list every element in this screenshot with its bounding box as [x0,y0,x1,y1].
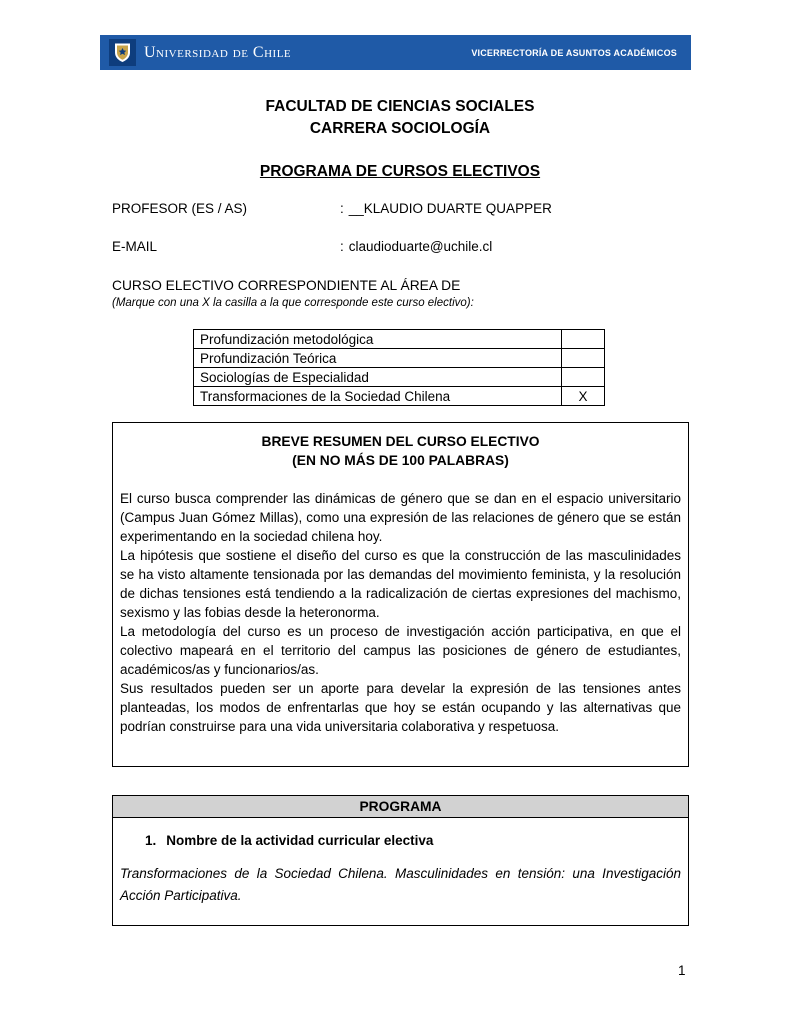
program-item-title: Nombre de la actividad curricular electiva [166,833,434,848]
table-row [194,368,605,387]
area-row-label: Sociologías de Especialidad [194,368,562,387]
area-row-label: Transformaciones de la Sociedad Chilena [194,387,562,406]
program-section-header: PROGRAMA [113,796,688,818]
program-item-text: Transformaciones de la Sociedad Chilena. Masculinidades en tensión: una Investigación Acción Participativa. [120,866,681,903]
program-section-body [113,818,688,907]
area-row-mark-cell [562,330,605,349]
table-row [194,349,605,368]
summary-title-line1: BREVE RESUMEN DEL CURSO ELECTIVO [261,434,540,449]
area-section-note: (Marque con una X la casilla a la que corresponde este curso electivo): [112,297,474,309]
career-title: CARRERA SOCIOLOGÍA [309,120,491,137]
professor-field [112,201,688,216]
area-row-label: Profundización metodológica [194,330,562,349]
summary-paragraph: La metodología del curso es un proceso de investigación acción participativa, en que el colectivo mapeará en el territorio del campus las posiciones de género de estudiantes, académicos/as y funcionarios/as. [120,624,681,677]
email-field [112,239,688,254]
summary-paragraph: El curso busca comprender las dinámicas de género que se dan en el espacio universitario (Campus Juan Gómez Millas), como una expresión de las relaciones de género que se están experimentando en la sociedad chilena hoy. [120,491,681,544]
area-row-mark-cell [562,368,605,387]
area-row-mark-cell: X [562,387,605,406]
program-section-box [112,795,689,926]
area-row-mark-cell [562,349,605,368]
table-row [194,330,605,349]
course-summary-box [112,422,689,767]
email-value: claudioduarte@uchile.cl [348,239,493,254]
program-title: PROGRAMA DE CURSOS ELECTIVOS [259,163,541,180]
faculty-title: FACULTAD DE CIENCIAS SOCIALES [265,98,535,115]
university-name: Universidad de Chile [144,43,292,61]
professor-separator: : [340,201,344,216]
program-item-number: 1. [145,833,157,848]
summary-paragraph: La hipótesis que sostiene el diseño del curso es que la construcción de las masculinidades se ha visto altamente tensionada por las demandas del movimiento feminista, y la resolución de dichas tensiones está tendiendo a la radicalización de ciertas expresiones del machismo, sexismo y las fobias desde la heteronorma. [120,548,681,620]
university-logo [109,39,291,66]
program-item-1 [120,833,681,848]
summary-box-title [120,432,681,470]
summary-paragraphs [120,489,681,736]
professor-label: PROFESOR (ES / AS) [112,201,248,216]
professor-value: __KLAUDIO DUARTE QUAPPER [348,201,552,216]
summary-title-line2: (EN NO MÁS DE 100 PALABRAS) [292,453,509,468]
page-number: 1 [678,963,686,978]
area-section-heading: CURSO ELECTIVO CORRESPONDIENTE AL ÁREA DE [112,278,461,293]
university-crest-icon [109,39,136,66]
email-label: E-MAIL [112,239,158,254]
area-selection-table [193,329,605,406]
summary-paragraph: Sus resultados pueden ser un aporte para develar la expresión de las tensiones antes planteadas, los modos de enfrentarlas que hoy se están ocupando y las alternativas que podrían construirse para una vida universitaria colaborativa y respetuosa. [120,681,681,734]
email-separator: : [340,239,344,254]
university-header-bar [100,35,691,70]
vicerrectoria-label: VICERRECTORÍA DE ASUNTOS ACADÉMICOS [471,47,677,58]
table-row [194,387,605,406]
area-row-label: Profundización Teórica [194,349,562,368]
